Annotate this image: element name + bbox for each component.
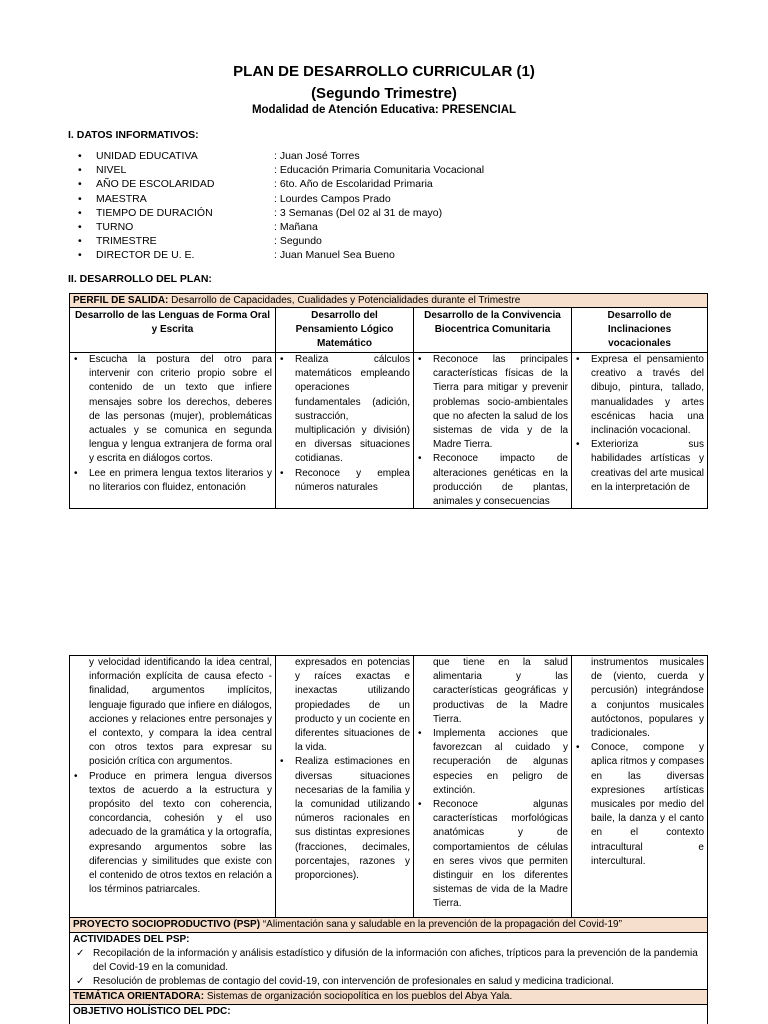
bullet-icon: •: [78, 220, 82, 233]
document-title: PLAN DE DESARROLLO CURRICULAR (1): [233, 63, 535, 80]
list-item: [416, 353, 568, 452]
info-value: : Juan José Torres: [274, 150, 360, 162]
header-lenguas: Desarrollo de las Lenguas de Forma Oral y Escrita: [70, 308, 276, 352]
info-value: : Lourdes Campos Prado: [274, 192, 391, 205]
cell-lenguas: [70, 656, 276, 917]
cell-lenguas: [70, 353, 276, 509]
cell-vocacionales: [572, 353, 707, 509]
list-item: [278, 467, 410, 495]
bullet-icon: •: [280, 354, 284, 365]
list-item-text: Implementa acciones que favorezcan al cuidado y recuperación de algunas especies en peligro de extinción.: [433, 728, 568, 796]
tematica-row: [70, 990, 707, 1005]
section-heading-desarrollo: II. DESARROLLO DEL PLAN:: [68, 273, 212, 285]
list-item-text: Lee en primera lengua textos literarios y no literarios con fluidez, entonación: [89, 467, 272, 493]
bullet-icon: •: [280, 467, 284, 479]
bullet-icon: •: [78, 249, 82, 262]
list-item: [278, 755, 410, 883]
list-item-text: Produce en primera lengua diversos textos de acuerdo a la estructura y propósito del texto con coherencia, concordancia, cohesión y el uso adecuado de la gramática y la ortografía, expresando argumentos sobre las diferencias y similitudes que existe con el contenido de otros textos en relación a los términos patriarcales.: [89, 770, 272, 896]
list-item-text: Exterioriza sus habilidades artísticas y creativas del arte musical en la interpretación de: [591, 439, 704, 493]
activities-row: [70, 933, 707, 990]
list-item: [574, 656, 704, 741]
list-item-text: Escucha la postura del otro para intervenir con criterio propio sobre el contenido de un texto que infiere mensajes sobre los derechos, deberes de las personas (mujer), problemáticas actuales y se comunica en segunda lengua y lengua extranjera de forma oral y escrita en diálogos cortos.: [89, 354, 272, 465]
list-item-text: Reconoce algunas características morfológicas anatómicas y de comportamientos de células en seres vivos que permiten distinguir en los diferentes sistemas de vida de la Madre Tierra.: [433, 799, 568, 910]
cell-vocacionales: [572, 656, 707, 917]
bullet-icon: •: [418, 728, 422, 740]
list-item: [416, 727, 568, 798]
perfil-row: [70, 294, 707, 308]
info-label: NIVEL: [96, 164, 127, 177]
header-vocacionales: Desarrollo de Inclinaciones vocacionales: [607, 310, 672, 349]
list-item: [72, 656, 272, 770]
cell-matematico: [276, 353, 414, 509]
body-row: [70, 353, 707, 509]
info-value: : Educación Primaria Comunitaria Vocacional: [274, 164, 485, 177]
tematica-label: TEMÁTICA ORIENTADORA:: [73, 991, 205, 1002]
header-convivencia: Desarrollo de la Convivencia Biocentrica Comunitaria: [414, 308, 572, 352]
list-item-text: Reconoce y emplea números naturales: [295, 467, 410, 493]
list-item-text: expresados en potencias y raíces exactas e inexactas utilizando propiedades de un producto y un cociente en diferentes situaciones de la vida.: [295, 657, 410, 754]
bullet-icon: •: [78, 235, 82, 248]
bullet-icon: •: [78, 206, 82, 219]
bullet-icon: •: [74, 354, 78, 365]
info-value: : 3 Semanas (Del 02 al 31 de mayo): [274, 206, 443, 219]
info-label: MAESTRA: [96, 192, 147, 205]
info-label: TIEMPO DE DURACIÓN: [96, 206, 213, 219]
list-item-text: Conoce, compone y aplica ritmos y compases en las diversas expresiones artísticas musicales por medio del baile, la danza y el canto en el contexto intracultural e intercultural.: [591, 742, 704, 867]
curriculum-table-page1: [69, 293, 708, 509]
bullet-icon: •: [418, 453, 422, 465]
header-matematico: Desarrollo del Pensamiento Lógico Matemático: [276, 308, 414, 352]
cell-matematico: [276, 656, 414, 917]
list-item: [574, 353, 704, 438]
list-item: [278, 656, 410, 755]
list-item: [72, 770, 272, 898]
list-item: [72, 467, 272, 495]
list-item: [416, 798, 568, 912]
objetivo-label: OBJETIVO HOLÍSTICO DEL PDC:: [73, 1006, 231, 1017]
check-icon: ✓: [76, 976, 85, 987]
cell-convivencia: [414, 656, 572, 917]
list-item-text: Expresa el pensamiento creativo a través del dibujo, pintura, tallado, manualidades y artes escénicas hacia una inclinación vocacional.: [591, 354, 704, 437]
bullet-icon: •: [280, 756, 284, 768]
tematica-text: Sistemas de organización sociopolítica en los pueblos del Abya Yala.: [204, 991, 513, 1002]
body-row: [70, 656, 707, 918]
info-label: TRIMESTRE: [96, 235, 157, 248]
info-label: UNIDAD EDUCATIVA: [96, 150, 198, 162]
info-value: : 6to. Año de Escolaridad Primaria: [274, 178, 433, 191]
check-icon: ✓: [76, 948, 85, 959]
list-item: [278, 353, 410, 467]
list-item-text: y velocidad identificando la idea central, información explícita de causa efecto - finalidad, argumentos implícitos, lenguaje figurado que infiere en diálogos, acciones y relaciones entre personajes y el contexto, y compara la idea central con otros textos para expresar su posición crítica con argumentos.: [89, 657, 272, 768]
list-item-text: Reconoce las principales características físicas de la Tierra para mitigar y prevenir problemas socio-ambientales que no afecten la salud de los sistemas de vida y de la Madre Tierra.: [433, 354, 568, 451]
activity-item: [73, 975, 704, 989]
list-item: [416, 452, 568, 509]
bullet-icon: •: [78, 150, 82, 162]
psp-text: “Alimentación sana y saludable en la prevención de la propagación del Covid-19”: [260, 919, 622, 930]
bullet-icon: •: [418, 799, 422, 811]
activities-label: ACTIVIDADES DEL PSP:: [73, 934, 190, 945]
activity-text: Recopilación de la información y análisis estadístico y difusión de la información con afiches, trípticos para la prevención de la pandemia del Covid-19 en la comunidad.: [93, 948, 698, 973]
bullet-icon: •: [576, 742, 580, 754]
activity-text: Resolución de problemas de contagio del covid-19, con intervención de profesionales en salud y medicina tradicional.: [93, 976, 614, 987]
activity-item: [73, 947, 704, 975]
bullet-icon: •: [78, 164, 82, 177]
bullet-icon: •: [74, 770, 78, 782]
bullet-icon: •: [576, 439, 580, 451]
bullet-icon: •: [74, 467, 78, 479]
curriculum-table-page2: [69, 655, 708, 1024]
list-item: [574, 438, 704, 495]
list-item-text: Reconoce impacto de alteraciones genéticas en la producción de plantas, animales y consecuencias: [433, 453, 568, 508]
list-item-text: instrumentos musicales de (viento, cuerda y percusión) integrándose a conjuntos musicales autóctonos, populares y tradicionales.: [591, 657, 704, 740]
cell-convivencia: [414, 353, 572, 509]
bullet-icon: •: [418, 354, 422, 365]
list-item-text: Realiza cálculos matemáticos empleando operaciones fundamentales (adición, sustracción, multiplicación y división) en diversas situaciones cotidianas.: [295, 354, 410, 465]
psp-label: PROYECTO SOCIOPRODUCTIVO (PSP): [73, 919, 261, 930]
info-value: : Segundo: [274, 235, 322, 248]
bullet-icon: •: [78, 178, 82, 191]
info-value: : Mañana: [274, 220, 318, 233]
header-row: [70, 308, 707, 353]
section-heading-datos: I. DATOS INFORMATIVOS:: [68, 129, 199, 141]
list-item-text: Realiza estimaciones en diversas situaciones necesarias de la familia y la comunidad utilizando números racionales en sus distintas expresiones (fracciones, decimales, porcentajes, razones y proporciones).: [295, 756, 410, 882]
list-item: [416, 656, 568, 727]
perfil-text: Desarrollo de Capacidades, Cualidades y Potencialidades durante el Trimestre: [168, 295, 521, 306]
info-value: : Juan Manuel Sea Bueno: [274, 249, 395, 262]
info-label: DIRECTOR DE U. E.: [96, 249, 195, 262]
list-item: [72, 353, 272, 467]
bullet-icon: •: [78, 192, 82, 205]
document-subtitle: (Segundo Trimestre): [311, 85, 457, 102]
perfil-label: PERFIL DE SALIDA:: [73, 295, 169, 306]
modality-line: Modalidad de Atención Educativa: PRESENCIAL: [251, 104, 517, 116]
list-item-text: que tiene en la salud alimentaria y las características geográficas y productivas de la Madre Tierra.: [433, 657, 568, 725]
info-label: AÑO DE ESCOLARIDAD: [96, 178, 215, 191]
objetivo-row: [70, 1005, 707, 1024]
info-label: TURNO: [96, 220, 134, 233]
psp-row: [70, 918, 707, 933]
bullet-icon: •: [576, 354, 580, 365]
list-item: [574, 741, 704, 869]
